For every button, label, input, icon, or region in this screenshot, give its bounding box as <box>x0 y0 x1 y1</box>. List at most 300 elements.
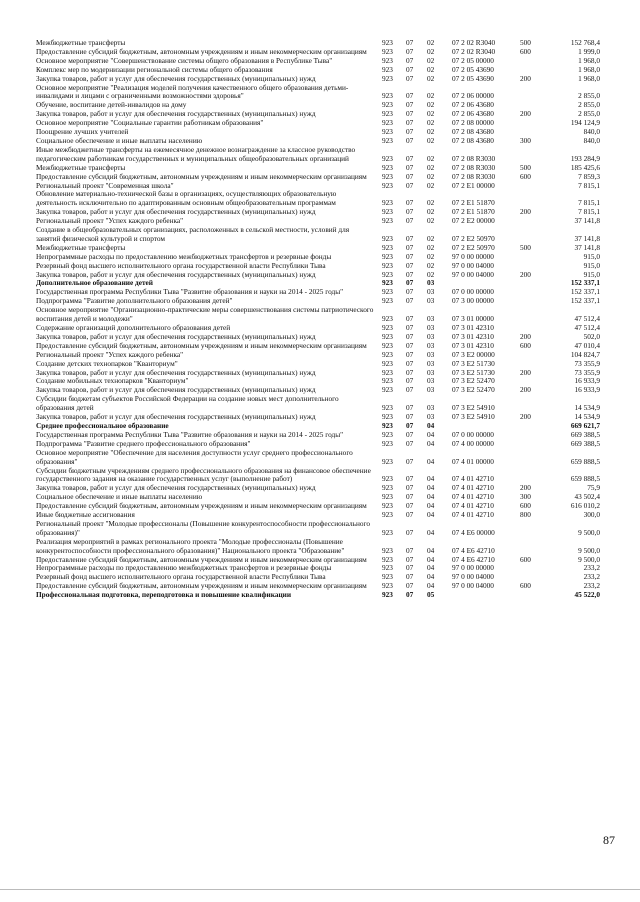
row-department-code: 923 <box>382 216 393 226</box>
row-section-code: 07 <box>406 162 414 172</box>
row-description: Подпрограмма "Развитие дополнительного образования детей" <box>36 296 233 306</box>
row-amount: 37 141,8 <box>574 242 600 252</box>
row-section-code: 07 <box>406 153 414 163</box>
row-subsection-code: 02 <box>427 135 435 145</box>
row-department-code: 923 <box>382 118 393 128</box>
row-subsection-code: 02 <box>427 153 435 163</box>
row-amount: 300,0 <box>583 510 600 520</box>
row-target-article: 07 2 E1 00000 <box>452 180 495 190</box>
row-section-code: 07 <box>406 438 414 448</box>
row-department-code: 923 <box>382 314 393 324</box>
row-description: Закупка товаров, работ и услуг для обеспечения государственных (муниципальных) нужд <box>36 385 316 395</box>
row-target-article: 07 3 E2 52470 <box>452 385 495 395</box>
row-section-code: 07 <box>406 38 414 47</box>
row-section-code: 07 <box>406 367 414 377</box>
row-description: Межбюджетные трансферты <box>36 38 126 47</box>
row-section-code: 07 <box>406 340 414 350</box>
row-section-code: 07 <box>406 296 414 306</box>
row-subsection-code: 04 <box>427 438 435 448</box>
row-description: Основное мероприятие "Социальные гарантии работникам образования" <box>36 118 264 128</box>
row-description: Среднее профессиональное образование <box>36 420 169 430</box>
row-description: Закупка товаров, работ и услуг для обеспечения государственных (муниципальных) нужд <box>36 367 316 377</box>
row-description: Основное мероприятие "Реализация моделей получения качественного общего образования детьми-инвалидами и лицами с ограниченными возможностями здоровья" <box>36 82 349 101</box>
row-amount: 193 284,9 <box>570 153 600 163</box>
row-description: Основное мероприятие "Совершенствование системы общего образования в Республике Тыва" <box>36 55 333 65</box>
row-subsection-code: 04 <box>427 420 435 430</box>
row-section-code: 07 <box>406 46 414 56</box>
row-target-article: 97 0 00 04000 <box>452 572 494 582</box>
row-expense-type: 600 <box>520 171 531 181</box>
row-amount: 616 010,2 <box>570 501 600 511</box>
row-department-code: 923 <box>382 153 393 163</box>
row-department-code: 923 <box>382 563 393 573</box>
row-subsection-code: 02 <box>427 242 435 252</box>
row-description: Основное мероприятие "Обеспечение для населения доступности услуг среднего профессионального образования" <box>36 447 353 466</box>
row-target-article: 97 0 00 00000 <box>452 251 494 261</box>
row-department-code: 923 <box>382 100 393 110</box>
row-subsection-code: 02 <box>427 38 435 47</box>
row-section-code: 07 <box>406 91 414 101</box>
row-subsection-code: 04 <box>427 429 435 439</box>
row-description: Предоставление субсидий бюджетным, автономным учреждениям и иным некоммерческим организациям <box>36 554 367 564</box>
row-section-code: 07 <box>406 376 414 386</box>
row-amount: 915,0 <box>583 269 600 279</box>
row-amount: 14 534,9 <box>574 403 600 413</box>
row-subsection-code: 02 <box>427 198 435 208</box>
row-description: Предоставление субсидий бюджетным, автономным учреждениям и иным некоммерческим организациям <box>36 171 367 181</box>
row-department-code: 923 <box>382 510 393 520</box>
row-expense-type: 600 <box>520 501 531 511</box>
row-target-article: 07 3 E2 00000 <box>452 349 495 359</box>
row-target-article: 07 4 E6 42710 <box>452 545 495 555</box>
row-subsection-code: 02 <box>427 118 435 128</box>
row-subsection-code: 04 <box>427 456 435 466</box>
row-amount: 152 337,1 <box>570 296 600 306</box>
row-department-code: 923 <box>382 46 393 56</box>
row-section-code: 07 <box>406 474 414 484</box>
row-subsection-code: 03 <box>427 296 435 306</box>
row-subsection-code: 03 <box>427 331 435 341</box>
row-description: Подпрограмма "Развитие среднего профессионального образования" <box>36 438 251 448</box>
table-row <box>36 306 600 324</box>
row-department-code: 923 <box>382 198 393 208</box>
budget-table <box>36 39 600 600</box>
row-amount: 669 621,7 <box>570 420 600 430</box>
row-expense-type: 600 <box>520 46 531 56</box>
row-section-code: 07 <box>406 64 414 74</box>
row-section-code: 07 <box>406 492 414 502</box>
row-department-code: 923 <box>382 331 393 341</box>
row-target-article: 07 2 E1 51870 <box>452 198 495 208</box>
row-amount: 840,0 <box>583 135 600 145</box>
row-department-code: 923 <box>382 73 393 83</box>
row-section-code: 07 <box>406 135 414 145</box>
row-description: Предоставление субсидий бюджетным, автономным учреждениям и иным некоммерческим организациям <box>36 581 367 591</box>
row-target-article: 07 2 E2 50970 <box>452 242 495 252</box>
row-target-article: 07 2 02 R3040 <box>452 46 496 56</box>
row-target-article: 07 4 01 42710 <box>452 510 494 520</box>
row-department-code: 923 <box>382 501 393 511</box>
row-subsection-code: 03 <box>427 358 435 368</box>
row-subsection-code: 04 <box>427 563 435 573</box>
row-description: Резервный фонд высшего исполнительного органа государственной власти Республики Тыва <box>36 572 326 582</box>
row-department-code: 923 <box>382 251 393 261</box>
row-description: Обновление материально-технической базы в организациях, осуществляющих образовательную деятельность исключительно по адаптированным основным общеобразовательным программам <box>36 189 337 208</box>
row-section-code: 07 <box>406 554 414 564</box>
row-subsection-code: 02 <box>427 55 435 65</box>
row-target-article: 07 4 01 42710 <box>452 474 494 484</box>
row-amount: 915,0 <box>583 260 600 270</box>
row-target-article: 07 2 02 R3040 <box>452 38 496 47</box>
row-amount: 2 855,0 <box>578 109 600 119</box>
row-amount: 37 141,8 <box>574 233 600 243</box>
row-department-code: 923 <box>382 429 393 439</box>
row-department-code: 923 <box>382 287 393 297</box>
row-department-code: 923 <box>382 376 393 386</box>
row-subsection-code: 05 <box>427 590 435 600</box>
row-target-article: 07 3 00 00000 <box>452 296 494 306</box>
row-section-code: 07 <box>406 331 414 341</box>
row-department-code: 923 <box>382 483 393 493</box>
row-description: Региональный проект "Современная школа" <box>36 180 174 190</box>
row-expense-type: 200 <box>520 367 531 377</box>
row-subsection-code: 02 <box>427 162 435 172</box>
row-amount: 45 522,0 <box>574 590 600 600</box>
row-target-article: 07 3 01 42310 <box>452 323 494 332</box>
row-description: Предоставление субсидий бюджетным, автономным учреждениям и иным некоммерческим организациям <box>36 501 367 511</box>
row-department-code: 923 <box>382 162 393 172</box>
row-target-article: 07 2 E1 51870 <box>452 207 495 217</box>
row-department-code: 923 <box>382 554 393 564</box>
row-amount: 9 500,0 <box>578 527 600 537</box>
row-target-article: 07 0 00 00000 <box>452 429 494 439</box>
table-row <box>36 84 600 102</box>
row-target-article: 07 0 00 00000 <box>452 287 494 297</box>
row-expense-type: 500 <box>520 242 531 252</box>
row-department-code: 923 <box>382 91 393 101</box>
row-amount: 14 534,9 <box>574 412 600 422</box>
row-amount: 233,2 <box>583 563 600 573</box>
row-section-code: 07 <box>406 456 414 466</box>
row-section-code: 07 <box>406 260 414 270</box>
row-target-article: 07 2 05 43690 <box>452 73 494 83</box>
row-subsection-code: 02 <box>427 216 435 226</box>
row-description: Непрограммные расходы по предоставлению межбюджетных трансфертов и резервные фонды <box>36 563 332 573</box>
table-row <box>36 395 600 413</box>
row-section-code: 07 <box>406 118 414 128</box>
row-description: Комплекс мер по модернизации региональной системы общего образования <box>36 64 273 74</box>
row-amount: 37 141,8 <box>574 216 600 226</box>
row-amount: 7 815,1 <box>578 180 600 190</box>
row-section-code: 07 <box>406 483 414 493</box>
row-subsection-code: 03 <box>427 349 435 359</box>
row-description: Поощрение лучших учителей <box>36 127 129 137</box>
row-description: Закупка товаров, работ и услуг для обеспечения государственных (муниципальных) нужд <box>36 331 316 341</box>
row-section-code: 07 <box>406 100 414 110</box>
row-department-code: 923 <box>382 323 393 332</box>
table-row <box>36 467 600 485</box>
row-target-article: 07 2 08 00000 <box>452 118 494 128</box>
row-expense-type: 600 <box>520 581 531 591</box>
row-department-code: 923 <box>382 242 393 252</box>
row-expense-type: 200 <box>520 412 531 422</box>
row-description: Обучение, воспитание детей-инвалидов на дому <box>36 100 187 110</box>
row-target-article: 07 3 E2 51730 <box>452 367 495 377</box>
table-row <box>36 538 600 556</box>
row-section-code: 07 <box>406 198 414 208</box>
row-target-article: 97 0 00 04000 <box>452 269 494 279</box>
row-subsection-code: 02 <box>427 100 435 110</box>
row-subsection-code: 04 <box>427 501 435 511</box>
row-expense-type: 200 <box>520 331 531 341</box>
row-department-code: 923 <box>382 207 393 217</box>
row-description: Резервный фонд высшего исполнительного органа государственной власти Республики Тыва <box>36 260 326 270</box>
table-row <box>36 146 600 164</box>
row-expense-type: 200 <box>520 269 531 279</box>
row-amount: 152 337,1 <box>570 278 600 288</box>
row-target-article: 07 3 01 00000 <box>452 314 494 324</box>
row-description: Региональный проект "Успех каждого ребенка" <box>36 216 184 226</box>
row-amount: 47 512,4 <box>574 314 600 324</box>
row-section-code: 07 <box>406 109 414 119</box>
row-target-article: 07 4 01 42710 <box>452 483 494 493</box>
row-amount: 9 500,0 <box>578 554 600 564</box>
row-target-article: 07 2 08 R3030 <box>452 162 496 172</box>
row-target-article: 07 2 06 43680 <box>452 100 494 110</box>
row-section-code: 07 <box>406 269 414 279</box>
row-section-code: 07 <box>406 207 414 217</box>
row-target-article: 07 2 06 43680 <box>452 109 494 119</box>
row-department-code: 923 <box>382 581 393 591</box>
row-subsection-code: 03 <box>427 323 435 332</box>
row-department-code: 923 <box>382 171 393 181</box>
row-section-code: 07 <box>406 545 414 555</box>
row-department-code: 923 <box>382 296 393 306</box>
page-number: 87 <box>603 833 615 847</box>
row-description: Основное мероприятие "Организационно-практические меры совершенствования системы патриотического воспитания детей и молодежи" <box>36 305 374 324</box>
row-department-code: 923 <box>382 38 393 47</box>
row-amount: 7 815,1 <box>578 198 600 208</box>
row-subsection-code: 02 <box>427 251 435 261</box>
row-target-article: 07 3 E2 54910 <box>452 412 495 422</box>
row-section-code: 07 <box>406 251 414 261</box>
row-section-code: 07 <box>406 572 414 582</box>
row-expense-type: 800 <box>520 510 531 520</box>
row-expense-type: 200 <box>520 73 531 83</box>
row-section-code: 07 <box>406 314 414 324</box>
row-amount: 659 888,5 <box>570 456 600 466</box>
row-expense-type: 200 <box>520 385 531 395</box>
row-amount: 233,2 <box>583 572 600 582</box>
row-subsection-code: 02 <box>427 91 435 101</box>
row-description: Региональный проект "Успех каждого ребенка" <box>36 349 184 359</box>
row-target-article: 07 3 E2 54910 <box>452 403 495 413</box>
row-section-code: 07 <box>406 412 414 422</box>
row-section-code: 07 <box>406 358 414 368</box>
row-section-code: 07 <box>406 287 414 297</box>
row-description: Иные межбюджетные трансферты на ежемесячное денежное вознаграждение за классное руководство педагогическим работникам государственных и муниципальных общеобразовательных организаций <box>36 144 356 163</box>
row-subsection-code: 03 <box>427 287 435 297</box>
row-subsection-code: 03 <box>427 403 435 413</box>
row-expense-type: 300 <box>520 492 531 502</box>
row-description: Социальное обеспечение и иные выплаты населению <box>36 135 203 145</box>
row-description: Субсидии бюджетам субъектов Российской Федерации на создание новых мест дополнительного образования детей <box>36 394 339 413</box>
row-target-article: 97 0 00 04000 <box>452 260 494 270</box>
row-amount: 2 855,0 <box>578 100 600 110</box>
row-expense-type: 600 <box>520 554 531 564</box>
row-amount: 73 355,9 <box>574 358 600 368</box>
row-subsection-code: 04 <box>427 545 435 555</box>
row-amount: 73 355,9 <box>574 367 600 377</box>
row-amount: 152 768,4 <box>570 38 600 47</box>
row-amount: 502,0 <box>583 331 600 341</box>
row-subsection-code: 04 <box>427 483 435 493</box>
row-target-article: 07 3 E2 51730 <box>452 358 495 368</box>
row-section-code: 07 <box>406 242 414 252</box>
row-subsection-code: 03 <box>427 314 435 324</box>
row-section-code: 07 <box>406 429 414 439</box>
row-target-article: 07 2 E2 50970 <box>452 233 495 243</box>
table-row <box>36 449 600 467</box>
row-amount: 233,2 <box>583 581 600 591</box>
row-section-code: 07 <box>406 278 414 288</box>
row-section-code: 07 <box>406 55 414 65</box>
row-amount: 9 500,0 <box>578 545 600 555</box>
row-amount: 104 824,7 <box>570 349 600 359</box>
row-target-article: 07 2 08 R3030 <box>452 171 496 181</box>
row-subsection-code: 02 <box>427 180 435 190</box>
row-section-code: 07 <box>406 510 414 520</box>
row-description: Создание мобильных технопарков "Кванториум" <box>36 376 189 386</box>
row-section-code: 07 <box>406 216 414 226</box>
row-description: Социальное обеспечение и иные выплаты населению <box>36 492 203 502</box>
row-section-code: 07 <box>406 171 414 181</box>
row-target-article: 07 4 01 42710 <box>452 501 494 511</box>
table-row <box>36 226 600 244</box>
row-amount: 194 124,9 <box>570 118 600 128</box>
row-subsection-code: 04 <box>427 492 435 502</box>
row-subsection-code: 02 <box>427 64 435 74</box>
row-amount: 43 502,4 <box>574 492 600 502</box>
row-amount: 659 888,5 <box>570 474 600 484</box>
row-department-code: 923 <box>382 412 393 422</box>
row-target-article: 07 2 05 43690 <box>452 64 494 74</box>
row-section-code: 07 <box>406 233 414 243</box>
row-description: Содержание организаций дополнительного образования детей <box>36 323 231 332</box>
row-amount: 7 815,1 <box>578 207 600 217</box>
row-department-code: 923 <box>382 109 393 119</box>
row-target-article: 07 3 01 42310 <box>452 340 494 350</box>
row-section-code: 07 <box>406 590 414 600</box>
row-description: Региональный проект "Молодые профессионалы (Повышение конкурентоспособности профессионального образования)" <box>36 518 370 537</box>
table-row <box>36 190 600 208</box>
row-description: Предоставление субсидий бюджетным, автономным учреждениям и иным некоммерческим организациям <box>36 46 367 56</box>
row-department-code: 923 <box>382 545 393 555</box>
row-expense-type: 500 <box>520 38 531 47</box>
row-subsection-code: 04 <box>427 474 435 484</box>
footer-divider <box>0 889 640 890</box>
row-department-code: 923 <box>382 55 393 65</box>
row-amount: 1 968,0 <box>578 64 600 74</box>
row-department-code: 923 <box>382 456 393 466</box>
row-target-article: 07 2 08 43680 <box>452 127 494 137</box>
table-row <box>36 520 600 538</box>
row-target-article: 07 2 08 43680 <box>452 135 494 145</box>
row-department-code: 923 <box>382 385 393 395</box>
row-section-code: 07 <box>406 403 414 413</box>
row-department-code: 923 <box>382 590 393 600</box>
row-target-article: 07 4 E6 00000 <box>452 527 495 537</box>
row-description: Дополнительное образование детей <box>36 278 153 288</box>
row-description: Межбюджетные трансферты <box>36 162 126 172</box>
row-subsection-code: 04 <box>427 527 435 537</box>
row-target-article: 07 4 00 00000 <box>452 438 494 448</box>
row-subsection-code: 02 <box>427 233 435 243</box>
row-amount: 2 855,0 <box>578 91 600 101</box>
row-subsection-code: 02 <box>427 171 435 181</box>
table-row <box>36 591 600 600</box>
row-expense-type: 500 <box>520 162 531 172</box>
row-target-article: 07 4 E6 42710 <box>452 554 495 564</box>
row-subsection-code: 03 <box>427 340 435 350</box>
row-subsection-code: 04 <box>427 510 435 520</box>
row-subsection-code: 02 <box>427 260 435 270</box>
row-expense-type: 200 <box>520 109 531 119</box>
row-amount: 840,0 <box>583 127 600 137</box>
row-subsection-code: 03 <box>427 278 435 288</box>
row-target-article: 07 4 01 00000 <box>452 456 494 466</box>
row-amount: 47 512,4 <box>574 323 600 332</box>
row-description: Создание детских технопарков "Кванториум" <box>36 358 178 368</box>
row-subsection-code: 02 <box>427 73 435 83</box>
row-amount: 1 968,0 <box>578 73 600 83</box>
row-description: Закупка товаров, работ и услуг для обеспечения государственных (муниципальных) нужд <box>36 109 316 119</box>
row-amount: 185 425,6 <box>570 162 600 172</box>
row-expense-type: 200 <box>520 207 531 217</box>
row-description: Непрограммные расходы по предоставлению межбюджетных трансфертов и резервные фонды <box>36 251 332 261</box>
row-target-article: 07 2 06 00000 <box>452 91 494 101</box>
row-section-code: 07 <box>406 127 414 137</box>
row-target-article: 97 0 00 04000 <box>452 581 494 591</box>
row-department-code: 923 <box>382 278 393 288</box>
row-subsection-code: 02 <box>427 269 435 279</box>
row-target-article: 07 2 E2 00000 <box>452 216 495 226</box>
row-section-code: 07 <box>406 385 414 395</box>
row-amount: 669 388,5 <box>570 429 600 439</box>
row-description: Субсидии бюджетным учреждениям среднего профессионального образования на финансовое обеспечение государственного задания на оказание государственных услуг (выполнение работ) <box>36 465 371 484</box>
row-department-code: 923 <box>382 349 393 359</box>
row-department-code: 923 <box>382 358 393 368</box>
row-amount: 1 999,0 <box>578 46 600 56</box>
row-target-article: 07 3 E2 52470 <box>452 376 495 386</box>
row-department-code: 923 <box>382 180 393 190</box>
row-section-code: 07 <box>406 581 414 591</box>
row-section-code: 07 <box>406 563 414 573</box>
row-amount: 16 933,9 <box>574 376 600 386</box>
row-department-code: 923 <box>382 492 393 502</box>
row-section-code: 07 <box>406 349 414 359</box>
row-department-code: 923 <box>382 527 393 537</box>
row-section-code: 07 <box>406 180 414 190</box>
row-department-code: 923 <box>382 135 393 145</box>
row-description: Создание в общеобразовательных организациях, расположенных в сельской местности, условий для занятий физической культурой и спортом <box>36 225 350 243</box>
row-amount: 7 859,3 <box>578 171 600 181</box>
row-amount: 75,9 <box>587 483 600 493</box>
row-department-code: 923 <box>382 64 393 74</box>
row-target-article: 07 4 01 42710 <box>452 492 494 502</box>
row-description: Закупка товаров, работ и услуг для обеспечения государственных (муниципальных) нужд <box>36 73 316 83</box>
row-expense-type: 200 <box>520 483 531 493</box>
